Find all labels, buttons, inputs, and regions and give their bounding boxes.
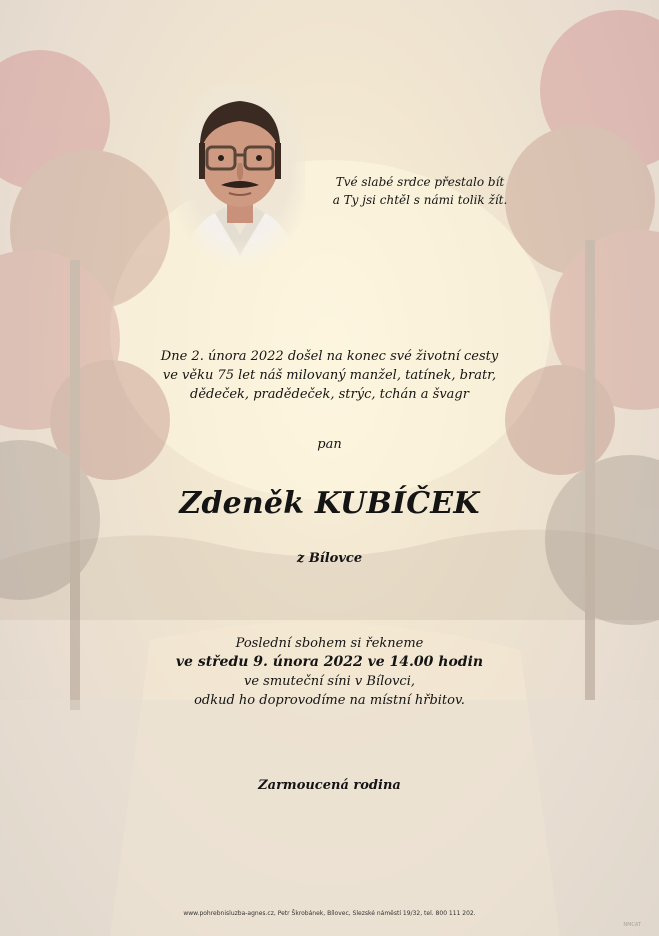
announcement-line: Dne 2. února 2022 došel na konec své životní cesty: [160, 349, 499, 364]
watermark: NMCAT: [623, 922, 641, 928]
farewell-line: odkud ho doprovodíme na místní hřbitov.: [194, 693, 465, 708]
funeral-details: [0, 634, 659, 710]
funeral-service-footer: www.pohrebnisluzba-agnes.cz, Petr Škrobánek, Bílovec, Slezské náměstí 19/32, tel. 800 111 202.: [183, 910, 476, 917]
deceased-name: Zdeněk KUBÍČEK: [179, 486, 480, 521]
motto-line: a Ty jsi chtěl s námi tolik žít.: [332, 193, 508, 207]
motto-verse: [300, 173, 540, 209]
deceased-origin: z Bílovce: [296, 551, 363, 566]
farewell-line: Poslední sbohem si řekneme: [235, 636, 424, 651]
signature: Zarmoucená rodina: [258, 778, 401, 793]
motto-line: Tvé slabé srdce přestalo bít: [335, 175, 505, 189]
announcement-line: ve věku 75 let náš milovaný manžel, tatínek, bratr,: [162, 368, 497, 383]
announcement-line: dědeček, pradědeček, strýc, tchán a švagr: [190, 387, 469, 402]
honorific: pan: [317, 437, 342, 452]
funeral-date-time: ve středu 9. února 2022 ve 14.00 hodin: [175, 654, 484, 670]
farewell-line: ve smuteční síni v Bílovci,: [244, 674, 415, 689]
death-announcement: [0, 347, 659, 404]
portrait-photo: [175, 85, 305, 270]
